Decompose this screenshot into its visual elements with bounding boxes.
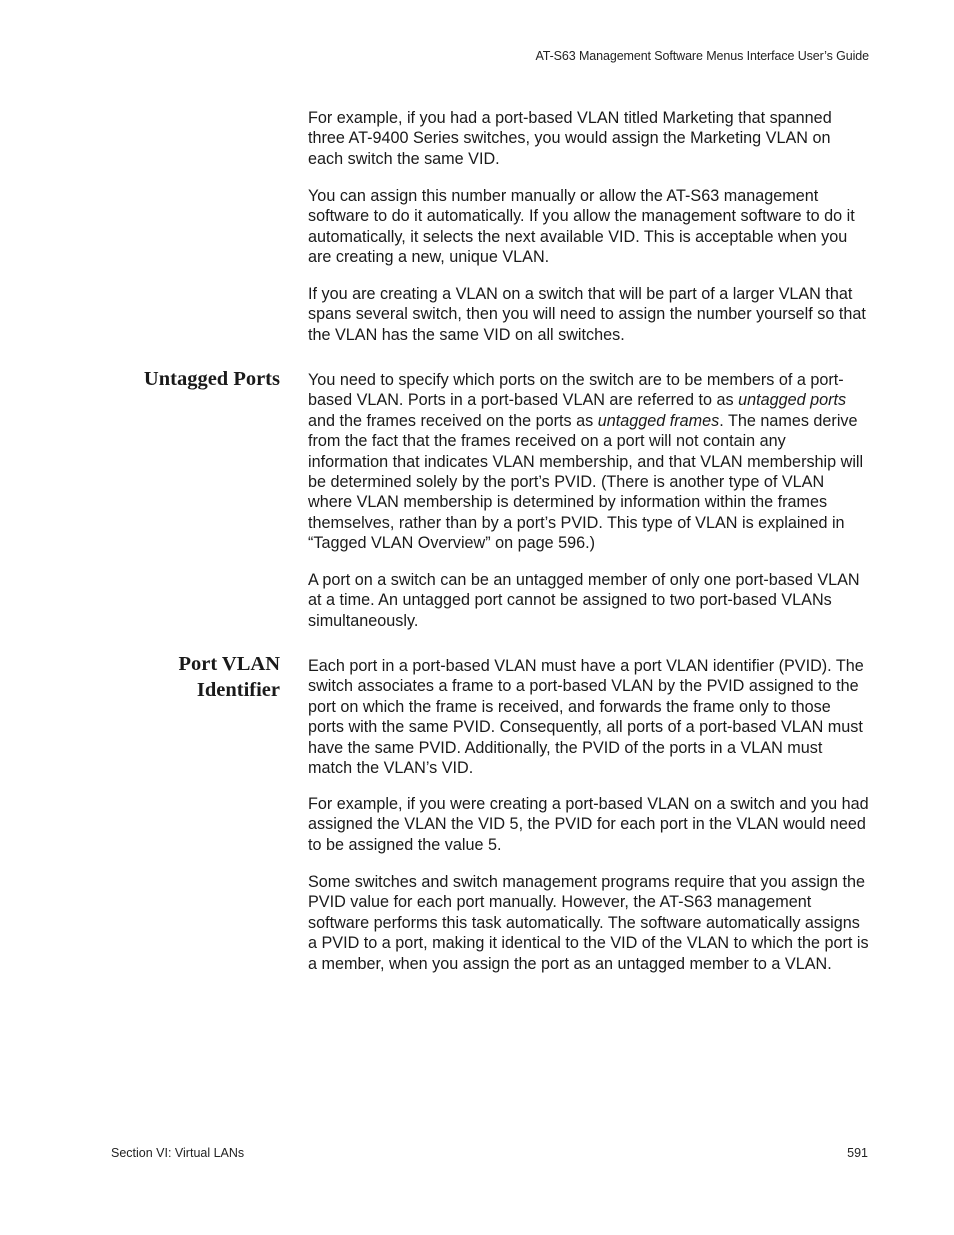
running-header: AT-S63 Management Software Menus Interface User’s Guide xyxy=(535,49,869,63)
section-heading-untagged-ports: Untagged Ports xyxy=(143,368,280,390)
untagged-ports-term: untagged ports xyxy=(738,391,847,410)
intro-paragraph-1 xyxy=(308,108,870,169)
intro-text-3: If you are creating a VLAN on a switch that will be part of a larger VLAN that spans several switch, then you will need to assign the number yourself so that the VLAN has the same VID on all switches. xyxy=(308,285,866,344)
section-heading-port-vlan-identifier xyxy=(178,651,280,703)
heading-line-2: Identifier xyxy=(196,679,280,701)
untagged-text-2: A port on a switch can be an untagged member of only one port-based VLAN at a time. An untagged port cannot be assigned to two port-based VLANs simultaneously. xyxy=(308,571,860,630)
intro-paragraph-3 xyxy=(308,284,870,345)
pvid-paragraph-2 xyxy=(308,794,870,855)
intro-text-1: For example, if you had a port-based VLAN titled Marketing that spanned three AT-9400 Series switches, you would assign the Marketing VLAN on each switch the same VID. xyxy=(308,109,832,168)
pvid-text-1: Each port in a port-based VLAN must have a port VLAN identifier (PVID). The switch associates a frame to a port-based VLAN by the PVID assigned to the port on which the frame is received, and forwards the frame only to those ports with the same PVID. Consequently, all ports of a port-based VLAN must have the same PVID. Additionally, the PVID of the ports in a VLAN must match the VLAN’s VID. xyxy=(308,657,864,778)
pvid-paragraph-1 xyxy=(308,656,870,778)
footer-page-number: 591 xyxy=(847,1146,868,1160)
intro-text-2: You can assign this number manually or allow the AT-S63 management software to do it automatically. If you allow the management software to do it automatically, it selects the next available VID. This is acceptable when you are creating a new, unique VLAN. xyxy=(308,187,855,267)
untagged-frames-term: untagged frames xyxy=(597,411,720,430)
untagged-text-1a: You need to specify which ports on the switch are to be members of a port-based VLAN. Ports in a port-based VLAN are referred to as xyxy=(308,371,844,410)
heading-line-1: Port VLAN xyxy=(178,653,280,675)
footer-section-title: Section VI: Virtual LANs xyxy=(111,1146,245,1160)
untagged-paragraph-2 xyxy=(308,570,870,631)
pvid-text-3: Some switches and switch management programs require that you assign the PVID value for each port manually. However, the AT-S63 management software performs this task automatically. The software automatically assigns a PVID to a port, making it identical to the VID of the VLAN to which the port is a member, when you assign the port as an untagged member to a VLAN. xyxy=(308,873,869,973)
untagged-text-1 xyxy=(308,370,870,554)
untagged-text-1b: and the frames received on the ports as xyxy=(308,411,598,430)
pvid-text-2: For example, if you were creating a port-based VLAN on a switch and you had assigned the VLAN the VID 5, the PVID for each port in the VLAN would need to be assigned the value 5. xyxy=(308,795,869,854)
pvid-paragraph-3 xyxy=(308,872,870,974)
untagged-paragraph-1 xyxy=(308,370,870,554)
intro-paragraph-2 xyxy=(308,186,870,268)
untagged-text-1c: . The names derive from the fact that the frames received on a port will not contain any information that indicates VLAN membership, and that VLAN membership will be determined solely by the port’s PVID. (There is another type of VLAN where VLAN membership is determined by information within the frames themselves, rather than by a port’s PVID. This type of VLAN is explained in “Tagged VLAN Overview” on page 596.) xyxy=(308,411,864,553)
